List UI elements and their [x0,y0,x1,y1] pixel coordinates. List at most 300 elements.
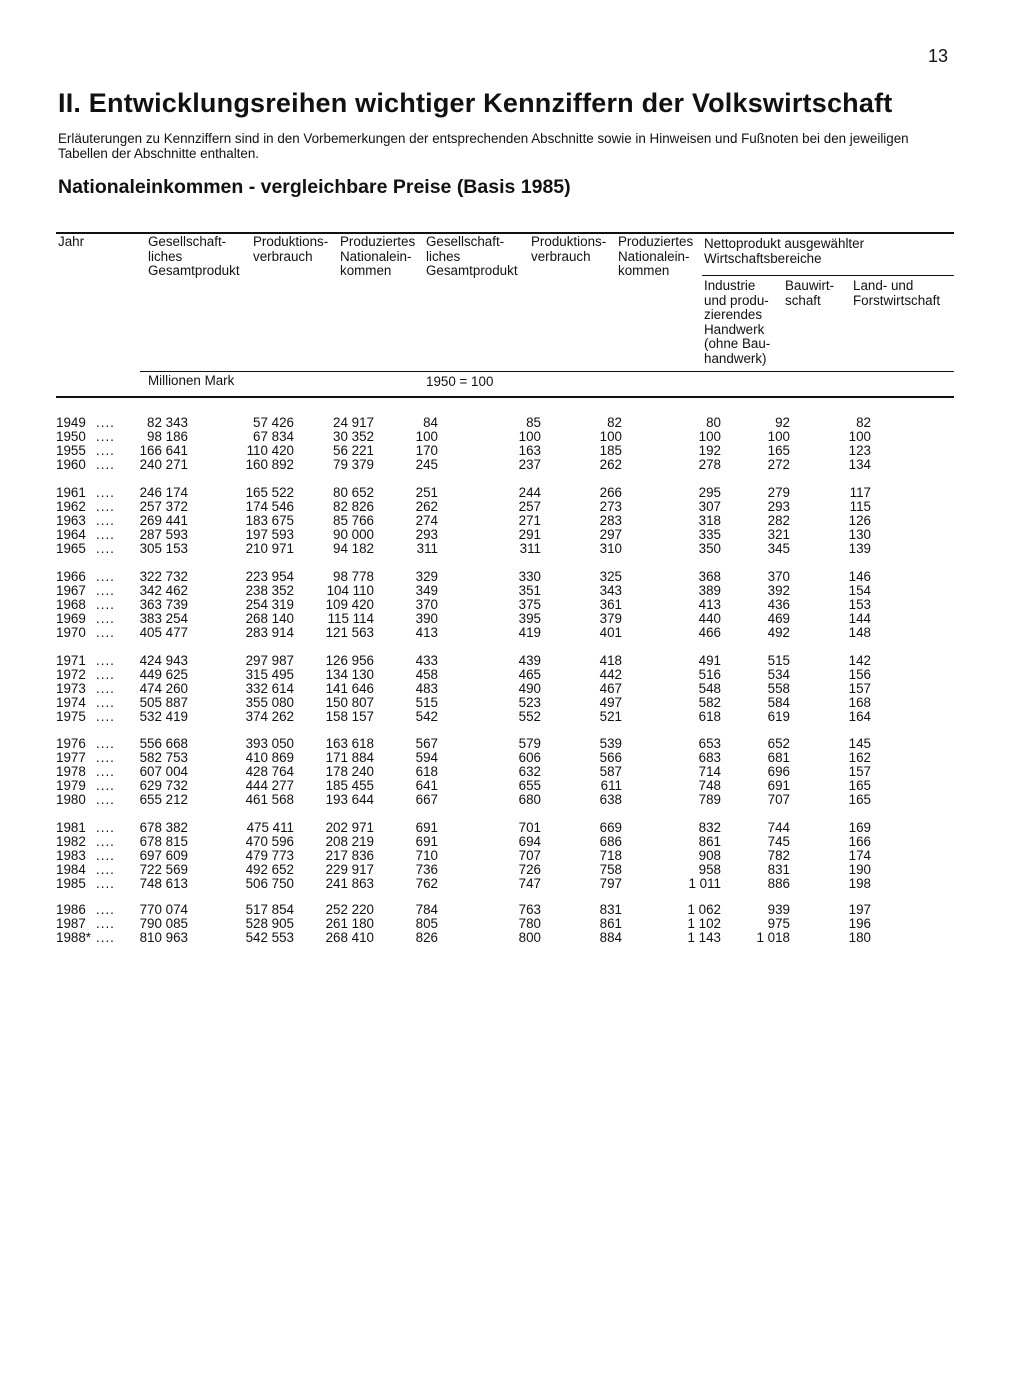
header-bottom-rule [56,396,954,398]
cell-ne-index: 325 [599,569,622,584]
cell-ggp-mio: 405 477 [139,625,188,640]
cell-pv-mio: 355 080 [245,695,294,710]
cell-year: 1961 [56,485,86,500]
cell-ne-index: 686 [599,834,622,849]
cell-pv-mio: 165 522 [245,485,294,500]
cell-industrie: 368 [698,569,721,584]
cell-ggp-index: 691 [415,820,438,835]
cell-dots: .... [96,862,115,877]
cell-bauwirtschaft: 436 [767,597,790,612]
cell-landwirtschaft: 168 [848,695,871,710]
cell-ggp-index: 84 [423,415,438,430]
cell-industrie: 516 [698,667,721,682]
cell-landwirtschaft: 197 [848,902,871,917]
cell-ggp-mio: 246 174 [139,485,188,500]
cell-bauwirtschaft: 345 [767,541,790,556]
cell-bauwirtschaft: 469 [767,611,790,626]
cell-ne-index: 379 [599,611,622,626]
cell-ggp-mio: 629 732 [139,778,188,793]
cell-year: 1981 [56,820,86,835]
cell-ggp-mio: 305 153 [139,541,188,556]
cell-pv-mio: 428 764 [245,764,294,779]
header-col6: Produziertes Nationalein- kommen [618,234,694,278]
cell-industrie: 908 [698,848,721,863]
cell-ggp-mio: 532 419 [139,709,188,724]
cell-ne-mio: 193 644 [325,792,374,807]
cell-ggp-mio: 269 441 [139,513,188,528]
cell-ggp-mio: 505 887 [139,695,188,710]
cell-ggp-index: 710 [415,848,438,863]
cell-ne-index: 297 [599,527,622,542]
cell-industrie: 335 [698,527,721,542]
table-row [0,903,1024,917]
cell-pv-mio: 461 568 [245,792,294,807]
cell-pv-index: 257 [518,499,541,514]
cell-bauwirtschaft: 92 [775,415,790,430]
table-row [0,668,1024,682]
cell-ne-index: 638 [599,792,622,807]
table-row [0,416,1024,430]
cell-landwirtschaft: 148 [848,625,871,640]
cell-ne-index: 797 [599,876,622,891]
cell-pv-index: 523 [518,695,541,710]
cell-dots: .... [96,485,115,500]
cell-ggp-index: 245 [415,457,438,472]
cell-ggp-mio: 748 613 [139,876,188,891]
table-row [0,528,1024,542]
cell-year: 1969 [56,611,86,626]
cell-landwirtschaft: 126 [848,513,871,528]
cell-pv-index: 763 [518,902,541,917]
table-row [0,793,1024,807]
cell-pv-mio: 315 495 [245,667,294,682]
table-row [0,584,1024,598]
cell-pv-mio: 283 914 [245,625,294,640]
cell-ggp-index: 170 [415,443,438,458]
cell-pv-index: 694 [518,834,541,849]
cell-industrie: 318 [698,513,721,528]
cell-ne-index: 539 [599,736,622,751]
cell-dots: .... [96,681,115,696]
cell-year: 1965 [56,541,86,556]
cell-landwirtschaft: 145 [848,736,871,751]
cell-pv-index: 375 [518,597,541,612]
cell-bauwirtschaft: 272 [767,457,790,472]
cell-pv-mio: 210 971 [245,541,294,556]
cell-year: 1987 [56,916,86,931]
cell-ggp-index: 413 [415,625,438,640]
cell-ne-index: 521 [599,709,622,724]
cell-landwirtschaft: 180 [848,930,871,945]
cell-year: 1960 [56,457,86,472]
table-row [0,821,1024,835]
cell-ne-index: 611 [600,778,622,793]
intro-paragraph: Erläuterungen zu Kennziffern sind in den Vorbemerkungen der entsprechenden Abschnitte sowie in Hinweisen und Fußnoten bei den jeweiligen Tabellen der Abschnitte enthalten. [58,131,909,161]
cell-ne-index: 266 [599,485,622,500]
table-row [0,598,1024,612]
cell-ggp-index: 542 [415,709,438,724]
page-number: 13 [928,46,949,66]
cell-ne-mio: 208 219 [325,834,374,849]
cell-year: 1971 [56,653,86,668]
cell-ne-mio: 121 563 [325,625,374,640]
cell-ne-index: 283 [599,513,622,528]
cell-bauwirtschaft: 782 [767,848,790,863]
cell-industrie: 100 [698,429,721,444]
cell-pv-index: 780 [518,916,541,931]
cell-industrie: 958 [698,862,721,877]
cell-pv-index: 632 [518,764,541,779]
cell-ggp-mio: 770 074 [139,902,188,917]
cell-ne-mio: 202 971 [325,820,374,835]
cell-industrie: 80 [706,415,721,430]
cell-year: 1968 [56,597,86,612]
cell-year: 1970 [56,625,86,640]
cell-year: 1964 [56,527,86,542]
table-row [0,710,1024,724]
cell-ne-mio: 30 352 [333,429,374,444]
cell-ne-mio: 229 917 [325,862,374,877]
cell-year: 1982 [56,834,86,849]
cell-ne-mio: 185 455 [325,778,374,793]
cell-dots: .... [96,527,115,542]
cell-dots: .... [96,597,115,612]
header-col1: Gesellschaft- liches Gesamtprodukt [148,234,240,278]
cell-ggp-mio: 582 753 [139,750,188,765]
cell-ne-mio: 115 114 [327,611,374,626]
cell-industrie: 278 [698,457,721,472]
cell-dots: .... [96,709,115,724]
cell-pv-index: 85 [526,415,541,430]
table-row [0,877,1024,891]
cell-year: 1955 [56,443,86,458]
cell-landwirtschaft: 123 [848,443,871,458]
cell-ggp-index: 594 [415,750,438,765]
cell-bauwirtschaft: 492 [767,625,790,640]
cell-pv-index: 707 [518,848,541,863]
table-row [0,849,1024,863]
cell-dots: .... [96,541,115,556]
cell-ggp-mio: 257 372 [139,499,188,514]
cell-bauwirtschaft: 681 [767,750,790,765]
cell-bauwirtschaft: 691 [767,778,790,793]
cell-ne-mio: 85 766 [333,513,374,528]
cell-pv-mio: 332 614 [245,681,294,696]
cell-ne-index: 831 [599,902,622,917]
cell-year: 1979 [56,778,86,793]
cell-pv-mio: 479 773 [245,848,294,863]
cell-pv-index: 655 [518,778,541,793]
cell-ne-index: 82 [607,415,622,430]
cell-bauwirtschaft: 279 [767,485,790,500]
cell-dots: .... [96,848,115,863]
cell-industrie: 192 [698,443,721,458]
cell-pv-index: 311 [519,541,541,556]
cell-ggp-index: 784 [415,902,438,917]
cell-year: 1967 [56,583,86,598]
cell-industrie: 861 [698,834,721,849]
cell-landwirtschaft: 198 [848,876,871,891]
cell-ggp-mio: 678 382 [139,820,188,835]
cell-ne-index: 758 [599,862,622,877]
cell-ggp-mio: 607 004 [139,764,188,779]
cell-industrie: 748 [698,778,721,793]
cell-ne-index: 262 [599,457,622,472]
cell-pv-mio: 57 426 [253,415,294,430]
cell-landwirtschaft: 115 [849,499,871,514]
cell-ggp-index: 262 [415,499,438,514]
cell-pv-mio: 393 050 [245,736,294,751]
cell-pv-mio: 297 987 [245,653,294,668]
cell-bauwirtschaft: 1 018 [756,930,790,945]
cell-ne-mio: 104 110 [326,583,374,598]
cell-ggp-index: 349 [415,583,438,598]
cell-ggp-index: 567 [415,736,438,751]
cell-ne-index: 497 [599,695,622,710]
cell-ne-index: 467 [599,681,622,696]
cell-dots: .... [96,667,115,682]
cell-industrie: 1 062 [687,902,721,917]
cell-industrie: 413 [698,597,721,612]
cell-ggp-index: 329 [415,569,438,584]
cell-landwirtschaft: 134 [848,457,871,472]
cell-dots: .... [96,750,115,765]
cell-industrie: 582 [698,695,721,710]
cell-industrie: 491 [698,653,721,668]
cell-ne-mio: 241 863 [325,876,374,891]
cell-ne-index: 442 [599,667,622,682]
cell-landwirtschaft: 165 [848,792,871,807]
cell-landwirtschaft: 162 [848,750,871,765]
cell-landwirtschaft: 196 [848,916,871,931]
cell-industrie: 350 [698,541,721,556]
cell-ne-mio: 150 807 [325,695,374,710]
cell-pv-mio: 374 262 [245,709,294,724]
table-row [0,458,1024,472]
cell-bauwirtschaft: 282 [767,513,790,528]
cell-bauwirtschaft: 515 [767,653,790,668]
cell-year: 1975 [56,709,86,724]
cell-dots: .... [96,429,115,444]
table-row [0,917,1024,931]
cell-bauwirtschaft: 584 [767,695,790,710]
cell-industrie: 653 [698,736,721,751]
cell-landwirtschaft: 156 [848,667,871,682]
cell-ne-index: 100 [599,429,622,444]
cell-ggp-index: 483 [415,681,438,696]
cell-ne-index: 343 [599,583,622,598]
cell-ne-mio: 141 646 [325,681,374,696]
cell-pv-mio: 160 892 [245,457,294,472]
cell-ggp-mio: 449 625 [139,667,188,682]
table-title: Nationaleinkommen - vergleichbare Preise (Basis 1985) [58,176,571,198]
cell-ggp-index: 293 [415,527,438,542]
cell-ne-mio: 178 240 [325,764,374,779]
cell-industrie: 1 143 [687,930,721,945]
cell-bauwirtschaft: 745 [767,834,790,849]
cell-ne-index: 273 [599,499,622,514]
cell-pv-index: 351 [518,583,541,598]
cell-industrie: 683 [698,750,721,765]
cell-landwirtschaft: 139 [848,541,871,556]
cell-ggp-index: 370 [415,597,438,612]
cell-ggp-mio: 363 739 [139,597,188,612]
cell-pv-index: 606 [518,750,541,765]
cell-pv-index: 800 [518,930,541,945]
cell-ne-index: 418 [599,653,622,668]
cell-ggp-index: 458 [415,667,438,682]
cell-landwirtschaft: 174 [848,848,871,863]
cell-ne-mio: 252 220 [325,902,374,917]
cell-pv-index: 726 [518,862,541,877]
cell-landwirtschaft: 164 [848,709,871,724]
cell-dots: .... [96,834,115,849]
cell-year: 1988* [56,930,92,945]
header-group-rule [702,275,954,276]
cell-landwirtschaft: 157 [848,764,871,779]
cell-industrie: 714 [698,764,721,779]
cell-ne-mio: 109 420 [325,597,374,612]
table-row [0,514,1024,528]
cell-landwirtschaft: 154 [848,583,871,598]
cell-landwirtschaft: 100 [848,429,871,444]
table-row [0,682,1024,696]
table-row [0,751,1024,765]
cell-pv-mio: 67 834 [253,429,294,444]
cell-bauwirtschaft: 100 [767,429,790,444]
cell-ggp-index: 805 [415,916,438,931]
cell-pv-mio: 110 420 [246,443,294,458]
cell-ggp-index: 641 [415,778,438,793]
cell-industrie: 618 [698,709,721,724]
cell-bauwirtschaft: 392 [767,583,790,598]
cell-pv-mio: 475 411 [246,820,294,835]
cell-landwirtschaft: 144 [848,611,871,626]
cell-bauwirtschaft: 886 [767,876,790,891]
cell-ne-index: 587 [599,764,622,779]
cell-ne-index: 669 [599,820,622,835]
cell-bauwirtschaft: 696 [767,764,790,779]
cell-bauwirtschaft: 165 [767,443,790,458]
cell-ne-index: 401 [599,625,622,640]
cell-landwirtschaft: 165 [848,778,871,793]
cell-bauwirtschaft: 975 [767,916,790,931]
cell-ne-mio: 56 221 [333,443,374,458]
cell-dots: .... [96,902,115,917]
cell-year: 1963 [56,513,86,528]
cell-ggp-mio: 82 343 [147,415,188,430]
cell-dots: .... [96,930,115,945]
cell-year: 1986 [56,902,86,917]
cell-bauwirtschaft: 619 [767,709,790,724]
cell-ne-index: 718 [599,848,622,863]
header-unit-rule [140,371,954,372]
cell-industrie: 832 [698,820,721,835]
cell-pv-index: 465 [518,667,541,682]
cell-ggp-mio: 342 462 [139,583,188,598]
cell-dots: .... [96,499,115,514]
cell-year: 1980 [56,792,86,807]
cell-bauwirtschaft: 370 [767,569,790,584]
cell-industrie: 789 [698,792,721,807]
cell-ne-mio: 82 826 [333,499,374,514]
cell-ne-mio: 126 956 [325,653,374,668]
cell-ggp-index: 826 [415,930,438,945]
cell-pv-index: 330 [518,569,541,584]
table-row [0,570,1024,584]
cell-bauwirtschaft: 534 [767,667,790,682]
cell-pv-index: 552 [518,709,541,724]
cell-dots: .... [96,443,115,458]
cell-pv-index: 747 [518,876,541,891]
cell-ggp-mio: 655 212 [139,792,188,807]
cell-ggp-mio: 424 943 [139,653,188,668]
cell-ggp-index: 691 [415,834,438,849]
cell-year: 1972 [56,667,86,682]
cell-ggp-mio: 722 569 [139,862,188,877]
cell-ggp-mio: 810 963 [139,930,188,945]
cell-year: 1962 [56,499,86,514]
cell-ne-index: 185 [599,443,622,458]
cell-bauwirtschaft: 744 [767,820,790,835]
cell-landwirtschaft: 142 [848,653,871,668]
table-row [0,542,1024,556]
table-row [0,444,1024,458]
header-col2: Produktions- verbrauch [253,234,329,264]
cell-dots: .... [96,513,115,528]
cell-landwirtschaft: 117 [849,485,871,500]
cell-pv-index: 244 [518,485,541,500]
cell-bauwirtschaft: 293 [767,499,790,514]
cell-ne-index: 566 [599,750,622,765]
cell-pv-index: 439 [518,653,541,668]
cell-pv-mio: 183 675 [245,513,294,528]
cell-ggp-mio: 697 609 [139,848,188,863]
cell-pv-mio: 238 352 [245,583,294,598]
header-col4: Gesellschaft- liches Gesamtprodukt [426,234,518,278]
cell-pv-index: 680 [518,792,541,807]
cell-ne-index: 361 [599,597,622,612]
cell-ggp-mio: 287 593 [139,527,188,542]
cell-landwirtschaft: 82 [856,415,871,430]
header-sub2: Bauwirt- schaft [785,278,835,308]
cell-ggp-mio: 790 085 [139,916,188,931]
cell-industrie: 1 102 [687,916,721,931]
cell-industrie: 548 [698,681,721,696]
cell-ne-index: 861 [599,916,622,931]
cell-dots: .... [96,415,115,430]
cell-ggp-index: 100 [415,429,438,444]
cell-pv-mio: 528 905 [245,916,294,931]
cell-ggp-index: 274 [415,513,438,528]
cell-pv-mio: 410 869 [245,750,294,765]
table-row [0,654,1024,668]
cell-pv-mio: 492 652 [245,862,294,877]
cell-year: 1985 [56,876,86,891]
cell-landwirtschaft: 146 [848,569,871,584]
cell-bauwirtschaft: 831 [767,862,790,877]
cell-dots: .... [96,876,115,891]
cell-ne-mio: 79 379 [333,457,374,472]
table-row [0,486,1024,500]
cell-bauwirtschaft: 321 [767,527,790,542]
cell-ggp-index: 762 [415,876,438,891]
cell-ne-mio: 98 778 [333,569,374,584]
cell-bauwirtschaft: 558 [767,681,790,696]
cell-dots: .... [96,695,115,710]
cell-ne-mio: 24 917 [333,415,374,430]
cell-landwirtschaft: 166 [848,834,871,849]
